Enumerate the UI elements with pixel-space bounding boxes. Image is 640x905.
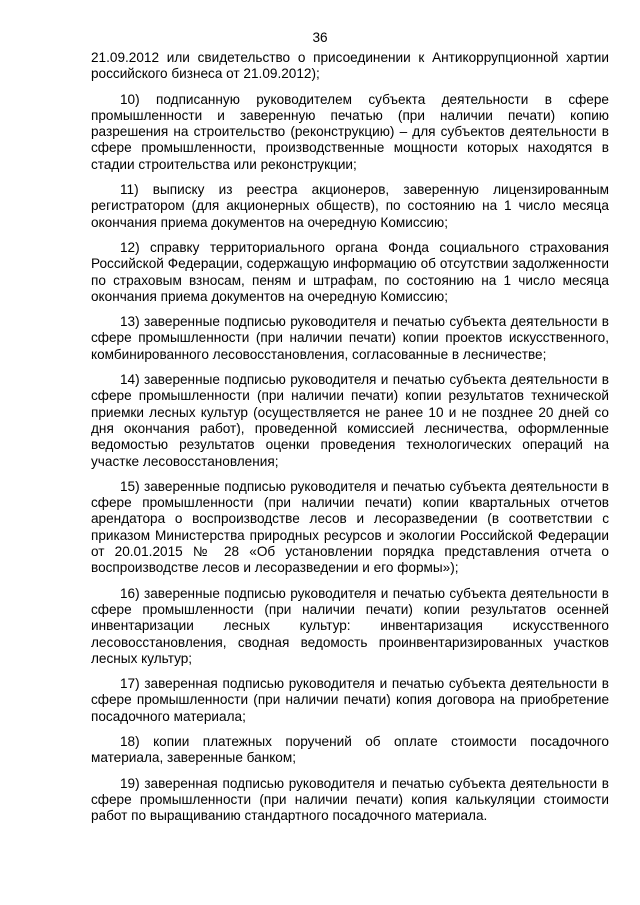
document-body xyxy=(91,50,609,833)
paragraph-11: 11) выписку из реестра акционеров, заверенную лицензированным регистратором (для акционерных обществ), по состоянию на 1 число месяца окончания приема документов на очередную Комиссию; xyxy=(91,182,609,230)
paragraph-14: 14) заверенные подписью руководителя и печатью субъекта деятельности в сфере промышленности (при наличии печати) копии результатов технической приемки лесных культур (осуществляется не ранее 10 и не позднее 20 дней со дня окончания работ), проведенной комиссией лесничества, оформленные ведомостью результатов оценки проведения технологических операций на участке лесовосстановления; xyxy=(91,372,609,469)
paragraph-16: 16) заверенные подписью руководителя и печатью субъекта деятельности в сфере промышленности (при наличии печати) копии результатов осенней инвентаризации лесных культур: инвентаризация искусственного лесовосстановления, сводная ведомость проинвентаризированных участков лесных культур; xyxy=(91,585,609,666)
paragraph-15: 15) заверенные подписью руководителя и печатью субъекта деятельности в сфере промышленности (при наличии печати) копии квартальных отчетов арендатора о воспроизводстве лесов и лесоразведении (в соответствии с приказом Министерства природных ресурсов и экологии Российской Федерации от 20.01.2015 № 28 «Об установлении порядка представления отчета о воспроизводстве лесов и лесоразведении и его формы»); xyxy=(91,478,609,576)
paragraph-19: 19) заверенная подписью руководителя и печатью субъекта деятельности в сфере промышленности (при наличии печати) копия калькуляции стоимости работ по выращиванию стандартного посадочного материала. xyxy=(91,775,609,824)
paragraph-13: 13) заверенные подписью руководителя и печатью субъекта деятельности в сфере промышленности (при наличии печати) копии проектов искусственного, комбинированного лесовосстановления, согласованные в лесничестве; xyxy=(91,314,609,362)
paragraph-18: 18) копии платежных поручений об оплате стоимости посадочного материала, заверенные банком; xyxy=(91,733,609,766)
paragraph-12: 12) справку территориального органа Фонда социального страхования Российской Федерации, содержащую информацию об отсутствии задолженности по страховым взносам, пеням и штрафам, по состоянию на 1 число месяца окончания приема документов на очередную Комиссию; xyxy=(91,239,609,304)
continuation-paragraph: 21.09.2012 или свидетельство о присоединении к Антикоррупционной хартии российского бизнеса от 21.09.2012); xyxy=(91,50,609,82)
page-number: 36 xyxy=(312,30,328,45)
paragraph-10: 10) подписанную руководителем субъекта деятельности в сфере промышленности и заверенную печатью (при наличии печати) копию разрешения на строительство (реконструкцию) – для субъектов деятельности в сфере промышленности, производственные мощности которых находятся в стадии строительства или реконструкции; xyxy=(91,91,609,172)
paragraph-17: 17) заверенная подписью руководителя и печатью субъекта деятельности в сфере промышленности (при наличии печати) копия договора на приобретение посадочного материала; xyxy=(91,676,609,724)
